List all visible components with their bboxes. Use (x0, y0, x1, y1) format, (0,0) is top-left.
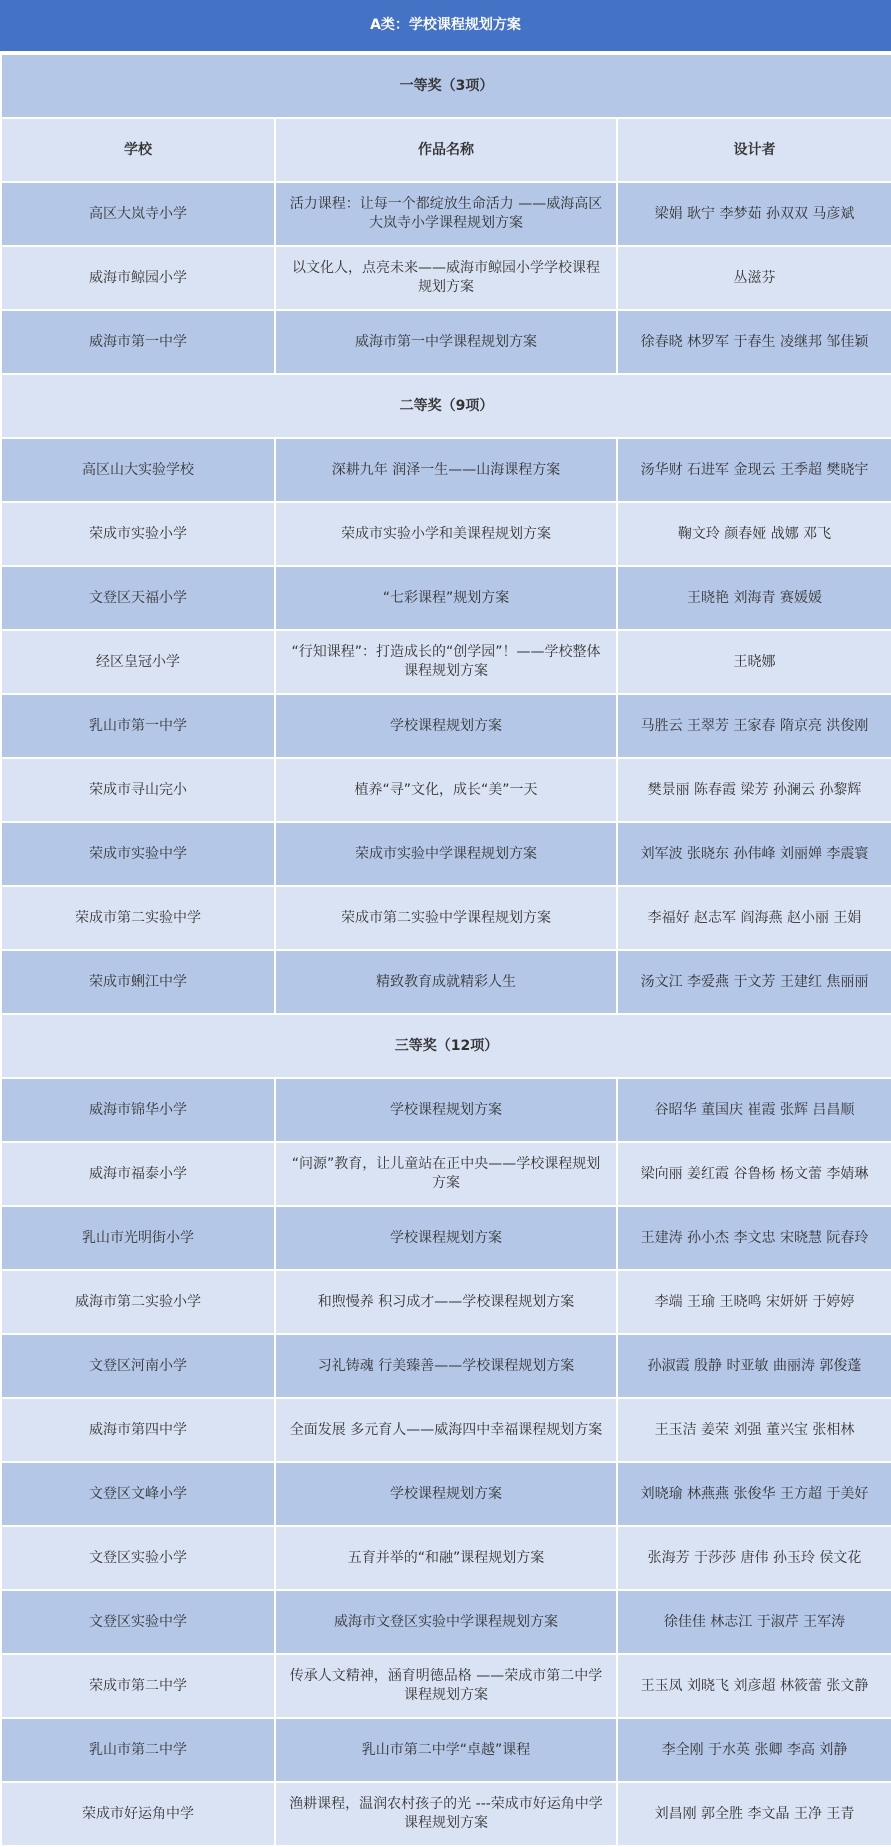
designers-cell: 王玉洁 姜荣 刘强 董兴宝 张相林 (617, 1398, 891, 1462)
school-cell: 高区大岚寺小学 (1, 182, 275, 246)
work-cell: 学校课程规划方案 (275, 1078, 617, 1142)
school-cell: 威海市鲸园小学 (1, 246, 275, 310)
school-cell: 威海市第一中学 (1, 310, 275, 374)
school-cell: 荣成市第二中学 (1, 1654, 275, 1718)
work-cell: “行知课程”：打造成长的“创学园”！——学校整体课程规划方案 (275, 630, 617, 694)
column-header-designers: 设计者 (617, 118, 891, 182)
table-row (1, 758, 891, 822)
table-row (1, 502, 891, 566)
designers-cell: 梁向丽 姜红霞 谷鲁杨 杨文蕾 李婧琳 (617, 1142, 891, 1206)
school-cell: 荣成市实验小学 (1, 502, 275, 566)
section-row-second-prize (1, 374, 891, 438)
school-cell: 经区皇冠小学 (1, 630, 275, 694)
designers-cell: 刘昌刚 郭全胜 李文晶 王净 王青 (617, 1782, 891, 1846)
section-heading: 一等奖（3项） (1, 54, 891, 118)
work-cell: “七彩课程”规划方案 (275, 566, 617, 630)
section-heading: 二等奖（9项） (1, 374, 891, 438)
table-row (1, 694, 891, 758)
school-cell: 文登区实验中学 (1, 1590, 275, 1654)
work-cell: 传承人文精神，涵育明德品格 ——荣成市第二中学课程规划方案 (275, 1654, 617, 1718)
section-row-third-prize (1, 1014, 891, 1078)
school-cell: 文登区天福小学 (1, 566, 275, 630)
designers-cell: 李全刚 于水英 张卿 李高 刘静 (617, 1718, 891, 1782)
awards-table-body (1, 54, 891, 1846)
table-row (1, 950, 891, 1014)
table-row (1, 822, 891, 886)
table-row (1, 438, 891, 502)
school-cell: 文登区实验小学 (1, 1526, 275, 1590)
designers-cell: 鞠文玲 颜春娅 战娜 邓飞 (617, 502, 891, 566)
work-cell: 学校课程规划方案 (275, 1206, 617, 1270)
column-header-school: 学校 (1, 118, 275, 182)
work-cell: 学校课程规划方案 (275, 694, 617, 758)
table-row (1, 886, 891, 950)
table-row (1, 246, 891, 310)
table-row (1, 182, 891, 246)
table-row (1, 566, 891, 630)
designers-cell: 张海芳 于莎莎 唐伟 孙玉玲 侯文花 (617, 1526, 891, 1590)
section-row-first-prize (1, 54, 891, 118)
designers-cell: 孙淑霞 殷静 时亚敏 曲丽涛 郭俊蓬 (617, 1334, 891, 1398)
school-cell: 荣成市第二实验中学 (1, 886, 275, 950)
work-cell: 植养“寻”文化，成长“美”一天 (275, 758, 617, 822)
awards-table (0, 53, 891, 1847)
table-row (1, 630, 891, 694)
designers-cell: 王晓艳 刘海青 赛媛媛 (617, 566, 891, 630)
school-cell: 文登区文峰小学 (1, 1462, 275, 1526)
designers-cell: 王晓娜 (617, 630, 891, 694)
designers-cell: 李端 王瑜 王晓鸣 宋妍妍 于婷婷 (617, 1270, 891, 1334)
work-cell: 以文化人，点亮未来——威海市鲸园小学学校课程规划方案 (275, 246, 617, 310)
work-cell: “问源”教育，让儿童站在正中央——学校课程规划方案 (275, 1142, 617, 1206)
work-cell: 威海市第一中学课程规划方案 (275, 310, 617, 374)
school-cell: 乳山市第二中学 (1, 1718, 275, 1782)
column-header-work: 作品名称 (275, 118, 617, 182)
table-row (1, 1142, 891, 1206)
work-cell: 活力课程：让每一个都绽放生命活力 ——威海高区大岚寺小学课程规划方案 (275, 182, 617, 246)
work-cell: 精致教育成就精彩人生 (275, 950, 617, 1014)
table-row (1, 1078, 891, 1142)
work-cell: 和煦慢养 积习成才——学校课程规划方案 (275, 1270, 617, 1334)
work-cell: 五育并举的“和融”课程规划方案 (275, 1526, 617, 1590)
table-row (1, 1526, 891, 1590)
work-cell: 深耕九年 润泽一生——山海课程方案 (275, 438, 617, 502)
school-cell: 威海市第二实验小学 (1, 1270, 275, 1334)
designers-cell: 马胜云 王翠芳 王家春 隋京亮 洪俊刚 (617, 694, 891, 758)
designers-cell: 刘晓瑜 林燕燕 张俊华 王方超 于美好 (617, 1462, 891, 1526)
school-cell: 荣成市寻山完小 (1, 758, 275, 822)
school-cell: 荣成市蜊江中学 (1, 950, 275, 1014)
designers-cell: 樊景丽 陈春霞 梁芳 孙澜云 孙黎辉 (617, 758, 891, 822)
table-row (1, 1654, 891, 1718)
work-cell: 荣成市第二实验中学课程规划方案 (275, 886, 617, 950)
school-cell: 文登区河南小学 (1, 1334, 275, 1398)
designers-cell: 汤文江 李爱燕 于文芳 王建红 焦丽丽 (617, 950, 891, 1014)
table-row (1, 1462, 891, 1526)
designers-cell: 刘军波 张晓东 孙伟峰 刘丽婵 李震寰 (617, 822, 891, 886)
work-cell: 荣成市实验小学和美课程规划方案 (275, 502, 617, 566)
school-cell: 荣成市实验中学 (1, 822, 275, 886)
section-heading: 三等奖（12项） (1, 1014, 891, 1078)
table-row (1, 1590, 891, 1654)
school-cell: 乳山市光明街小学 (1, 1206, 275, 1270)
table-row (1, 1398, 891, 1462)
work-cell: 荣成市实验中学课程规划方案 (275, 822, 617, 886)
school-cell: 高区山大实验学校 (1, 438, 275, 502)
work-cell: 乳山市第二中学“卓越”课程 (275, 1718, 617, 1782)
designers-cell: 汤华财 石进军 金现云 王季超 樊晓宇 (617, 438, 891, 502)
school-cell: 荣成市好运角中学 (1, 1782, 275, 1846)
table-row (1, 1206, 891, 1270)
school-cell: 威海市锦华小学 (1, 1078, 275, 1142)
designers-cell: 李福好 赵志军 阎海燕 赵小丽 王娟 (617, 886, 891, 950)
page-title: A类：学校课程规划方案 (0, 0, 891, 53)
designers-cell: 王玉凤 刘晓飞 刘彦超 林筱蕾 张文静 (617, 1654, 891, 1718)
table-row (1, 1782, 891, 1846)
table-row (1, 1270, 891, 1334)
school-cell: 威海市福泰小学 (1, 1142, 275, 1206)
work-cell: 学校课程规划方案 (275, 1462, 617, 1526)
column-header-row (1, 118, 891, 182)
designers-cell: 徐佳佳 林志江 于淑芹 王军涛 (617, 1590, 891, 1654)
table-row (1, 1334, 891, 1398)
school-cell: 威海市第四中学 (1, 1398, 275, 1462)
designers-cell: 王建涛 孙小杰 李文忠 宋晓慧 阮春玲 (617, 1206, 891, 1270)
designers-cell: 梁娟 耿宁 李梦茹 孙双双 马彦斌 (617, 182, 891, 246)
table-row (1, 1718, 891, 1782)
work-cell: 渔耕课程，温润农村孩子的光 ---荣成市好运角中学课程规划方案 (275, 1782, 617, 1846)
school-cell: 乳山市第一中学 (1, 694, 275, 758)
designers-cell: 丛滋芬 (617, 246, 891, 310)
work-cell: 习礼铸魂 行美臻善——学校课程规划方案 (275, 1334, 617, 1398)
table-row (1, 310, 891, 374)
designers-cell: 徐春晓 林罗军 于春生 凌继邦 邹佳颖 (617, 310, 891, 374)
work-cell: 全面发展 多元育人——威海四中幸福课程规划方案 (275, 1398, 617, 1462)
designers-cell: 谷昭华 董国庆 崔霞 张辉 吕昌顺 (617, 1078, 891, 1142)
work-cell: 威海市文登区实验中学课程规划方案 (275, 1590, 617, 1654)
